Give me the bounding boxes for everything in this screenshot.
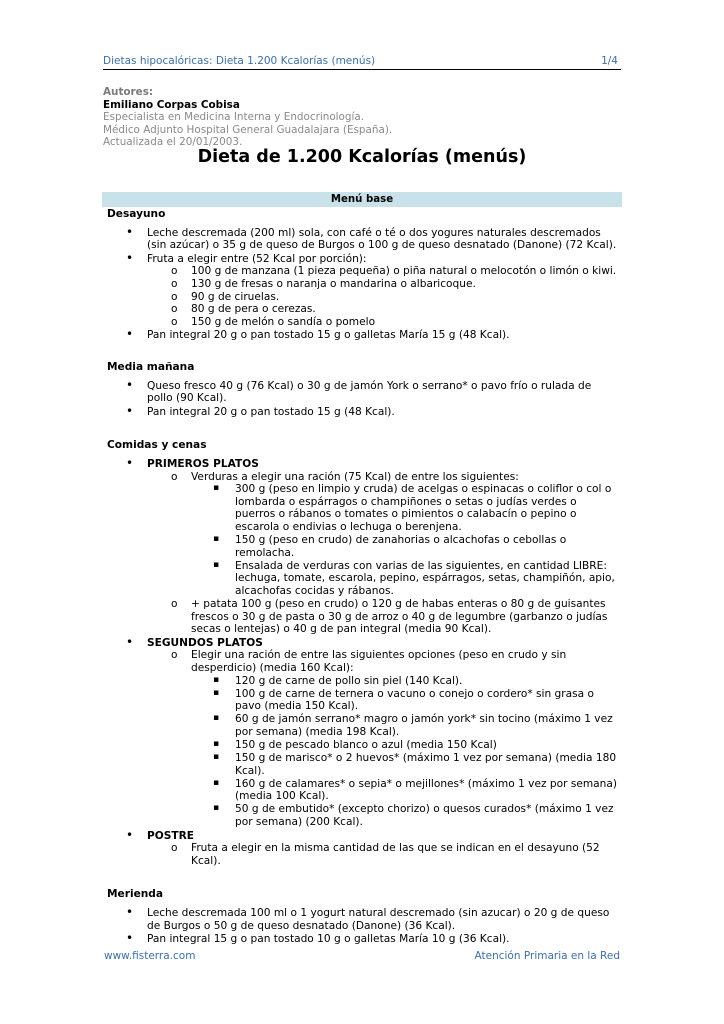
menu-base-header: Menú base xyxy=(102,192,622,207)
document-body xyxy=(107,207,617,947)
list-item xyxy=(107,830,617,868)
list-item: ▪ 160 g de calamares* o sepia* o mejillones* (máximo 1 vez por semana) (media 100 Kcal). xyxy=(213,778,617,803)
authors-label: Autores: xyxy=(103,86,154,98)
footer-tagline: Atención Primaria en la Red xyxy=(474,950,620,962)
section-heading-desayuno: Desayuno xyxy=(107,208,166,220)
section-heading-merienda: Merienda xyxy=(107,888,164,901)
merienda-list xyxy=(107,907,617,946)
updated-date: Actualizada el 20/01/2003. xyxy=(103,136,243,148)
section-heading-media-manana: Media mañana xyxy=(107,360,195,373)
list-item: o Fruta a elegir en la misma cantidad de las que se indican en el desayuno (52 Kcal). xyxy=(169,842,617,867)
segundos-list xyxy=(169,649,617,828)
page-number: 1/4 xyxy=(601,55,618,67)
desayuno-list xyxy=(107,227,617,342)
list-item: • Leche descremada 100 ml o 1 yogurt natural descremado (sin azucar) o 20 g de queso de Burgos o 50 g de queso desnatado (Danone) (36 Kcal). xyxy=(107,907,617,932)
list-item: ▪ 150 g (peso en crudo) de zanahorias o alcachofas o cebollas o remolacha. xyxy=(213,534,617,559)
list-item xyxy=(107,458,617,636)
list-item: o 100 g de manzana (1 pieza pequeña) o piña natural o melocotón o limón o kiwi. xyxy=(169,265,617,278)
list-item: • Pan integral 20 g o pan tostado 15 g o galletas María 15 g (48 Kcal). xyxy=(107,329,617,342)
segundos-intro: Elegir una ración de entre las siguientes opciones (peso en crudo y sin desperdicio) (media 160 Kcal): xyxy=(191,649,567,674)
author-position: Médico Adjunto Hospital General Guadalajara (España). xyxy=(103,123,393,136)
list-item: ▪ 150 g de marisco* o 2 huevos* (máximo 1 vez por semana) (media 180 Kcal). xyxy=(213,752,617,777)
list-item: o 80 g de pera o cerezas. xyxy=(169,303,617,316)
segundos-options-list xyxy=(213,675,617,829)
list-item xyxy=(107,253,617,329)
list-item: • Queso fresco 40 g (76 Kcal) o 30 g de jamón York o serrano* o pavo frío o rulada de pollo (90 Kcal). xyxy=(107,380,617,405)
list-item: • Pan integral 15 g o pan tostado 10 g o galletas María 10 g (36 Kcal). xyxy=(107,933,617,946)
media-manana-list xyxy=(107,380,617,419)
running-header xyxy=(103,55,621,70)
verduras-intro: Verduras a elegir una ración (75 Kcal) de entre los siguientes: xyxy=(191,470,519,483)
list-item: ▪ 60 g de jamón serrano* magro o jamón york* sin tocino (máximo 1 vez por semana) (media 198 Kcal). xyxy=(213,713,617,738)
postre-label: POSTRE xyxy=(147,829,195,842)
list-item: ▪ 120 g de carne de pollo sin piel (140 Kcal). xyxy=(213,675,617,688)
list-item: ▪ 50 g de embutido* (excepto chorizo) o quesos curados* (máximo 1 vez por semana) (200 Kcal). xyxy=(213,803,617,828)
postre-list xyxy=(169,842,617,867)
page-title: Dieta de 1.200 Kcalorías (menús) xyxy=(197,147,527,167)
list-item: ▪ 150 g de pescado blanco o azul (media 150 Kcal) xyxy=(213,739,617,752)
list-item: ▪ Ensalada de verduras con varias de las siguientes, en cantidad LIBRE: lechuga, tomate, escarola, pepino, espárragos, setas, champiñón, apio, alcachofas cocidas y rábanos. xyxy=(213,560,617,598)
segundos-platos-label: SEGUNDOS PLATOS xyxy=(147,636,263,649)
list-item: • Pan integral 20 g o pan tostado 15 g (48 Kcal). xyxy=(107,406,617,419)
list-item: o 150 g de melón o sandía o pomelo xyxy=(169,316,617,329)
author-specialty: Especialista en Medicina Interna y Endocrinología. xyxy=(103,111,365,123)
list-item: ▪ 100 g de carne de ternera o vacuno o conejo o cordero* sin grasa o pavo (media 150 Kcal). xyxy=(213,688,617,713)
list-item: ▪ 300 g (peso en limpio y cruda) de acelgas o espinacas o coliflor o col o lombarda o espárragos o champiñones o setas o judías verdes o puerros o rábanos o tomates o pimientos o calabacín o pepino o escarola o endivias o lechuga o berenjena. xyxy=(213,483,617,533)
verduras-list xyxy=(213,483,617,597)
list-item: o + patata 100 g (peso en crudo) o 120 g de habas enteras o 80 g de guisantes frescos o 30 g de pasta o 30 g de arroz o 40 g de legumbre (garbanzo o judías secas o lentejas) o 40 g de pan integral (media 90 Kcal). xyxy=(169,598,617,636)
list-item xyxy=(107,637,617,829)
author-name: Emiliano Corpas Cobisa xyxy=(103,98,240,111)
primeros-platos-label: PRIMEROS PLATOS xyxy=(147,457,259,470)
section-heading-comidas: Comidas y cenas xyxy=(107,439,207,452)
primeros-list xyxy=(169,471,617,636)
running-title: Dietas hipocalóricas: Dieta 1.200 Kcalorías (menús) xyxy=(103,55,376,67)
list-item xyxy=(169,471,617,598)
list-item xyxy=(169,649,617,828)
fruit-intro: Fruta a elegir entre (52 Kcal por porción): xyxy=(147,252,367,265)
list-item: o 90 g de ciruelas. xyxy=(169,291,617,304)
fruit-options-list xyxy=(169,265,617,328)
list-item: o 130 g de fresas o naranja o mandarina o albaricoque. xyxy=(169,278,617,291)
list-item: • Leche descremada (200 ml) sola, con café o té o dos yogures naturales descremados (sin azúcar) o 35 g de queso de Burgos o 100 g de queso desnatado (Danone) (72 Kcal). xyxy=(107,227,617,252)
authors-block xyxy=(103,86,392,149)
footer-website: www.fisterra.com xyxy=(104,950,196,962)
comidas-list xyxy=(107,458,617,868)
